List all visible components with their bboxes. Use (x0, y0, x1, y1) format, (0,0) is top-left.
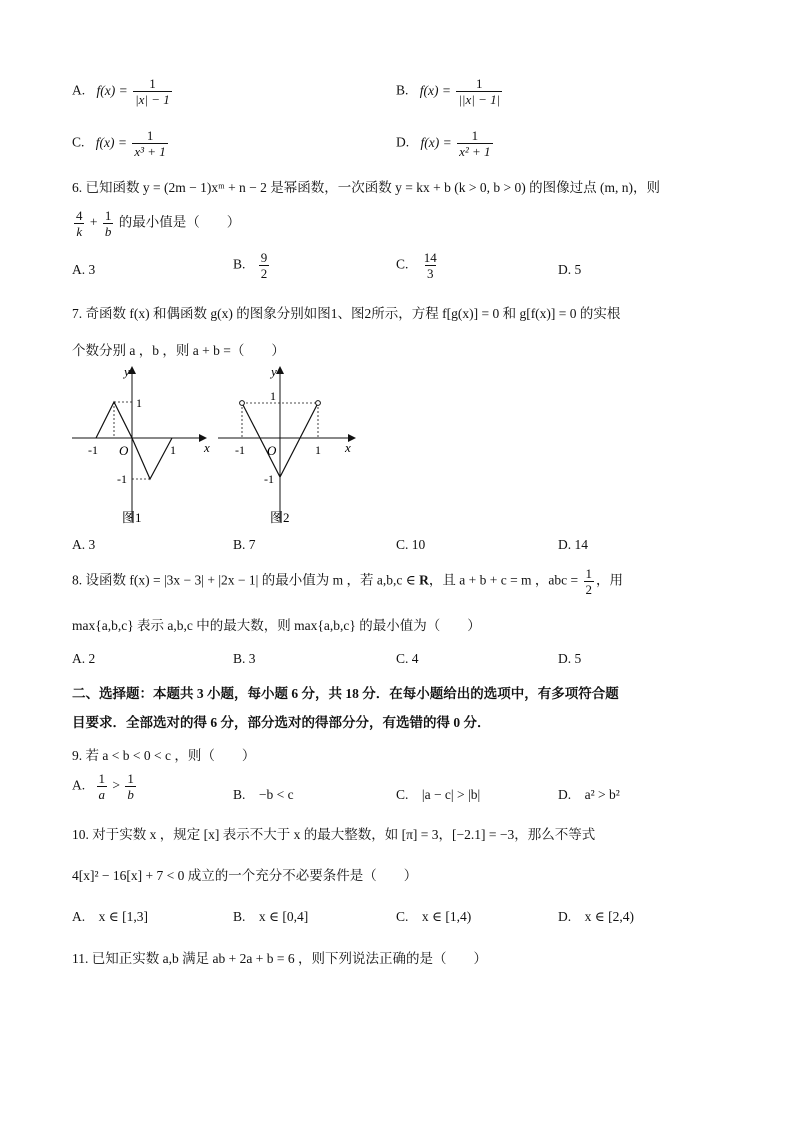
q7-stem-line1: 7. 奇函数 f(x) 和偶函数 g(x) 的图象分别如图1、图2所示，方程 f[g(x)] = 0 和 g[f(x)] = 0 的实根 (72, 306, 621, 321)
q6-stem-line1: 6. 已知函数 y = (2m − 1)xᵐ + n − 2 是幂函数，一次函数 y = kx + b (k > 0, b > 0) 的图像过点 (m, n)，则 (72, 180, 660, 195)
x-axis-label: x (204, 440, 210, 455)
tick-label-x1: 1 (170, 443, 176, 457)
fraction-4-over-k (74, 208, 85, 239)
stem-part: ，且 a + b + c = m ，abc = (428, 572, 579, 588)
tick-label-x-neg1: -1 (235, 443, 245, 457)
numerator: 1 (476, 76, 483, 91)
tick-label-x-neg1: -1 (88, 443, 98, 457)
function-lhs: f(x) = (420, 134, 452, 150)
fraction (422, 250, 439, 281)
figure-caption: 图1 (122, 510, 142, 525)
tick-label-y1: 1 (270, 389, 276, 403)
option-label: B. (233, 256, 246, 272)
fraction (259, 250, 270, 281)
denominator: k (76, 224, 83, 239)
stem-tail: 的最小值是（ ） (118, 214, 241, 230)
y-axis-label: y (124, 364, 130, 379)
tick-label-y-neg1: -1 (117, 472, 127, 486)
denominator: 2 (260, 266, 268, 281)
origin-label: O (267, 443, 277, 458)
denominator: b (104, 224, 112, 239)
q11-stem: 11. 已知正实数 a,b 满足 ab + 2a + b = 6 ，则下列说法正确的是（ ） (72, 951, 487, 966)
figure-caption: 图2 (270, 510, 290, 525)
fraction (457, 128, 492, 159)
fraction (132, 128, 167, 159)
y-axis-label: y (271, 364, 277, 379)
numerator: 1 (98, 771, 105, 786)
denominator: 3 (427, 266, 434, 281)
fraction-1-over-b (125, 771, 136, 802)
q9-option-c[interactable]: C. |a − c| > |b| (396, 787, 481, 802)
option-label: C. (396, 256, 409, 272)
q10-option-b[interactable]: B. x ∈ [0,4] (233, 909, 309, 924)
function-lhs: f(x) = (95, 134, 127, 150)
section-2-heading-line2: 目要求．全部选对的得 6 分，部分选对的得部分分，有选错的得 0 分． (72, 715, 491, 730)
q6-option-d[interactable]: D. 5 (558, 262, 582, 277)
q10-option-d[interactable]: D. x ∈ [2,4) (558, 909, 634, 924)
function-lhs: f(x) = (96, 82, 128, 98)
q6-option-a[interactable]: A. 3 (72, 262, 96, 277)
fraction (133, 76, 172, 107)
figure-2-even-function-graph (214, 362, 364, 527)
q10-stem-line1: 10. 对于实数 x ，规定 [x] 表示不大于 x 的最大整数，如 [π] = 3，[−2.1] = −3，那么不等式 (72, 827, 596, 842)
q7-option-a[interactable]: A. 3 (72, 537, 96, 552)
stem-part: ，用 (596, 572, 624, 588)
q5-option-d[interactable] (396, 128, 495, 159)
tick-label-y1: 1 (136, 396, 142, 410)
numerator: 1 (149, 76, 156, 91)
q7-option-c[interactable]: C. 10 (396, 537, 426, 552)
q6-option-c[interactable] (396, 250, 441, 281)
figure-1-odd-function-graph (70, 362, 215, 527)
q7-stem-line2: 个数分别 a ，b ，则 a + b =（ ） (72, 343, 285, 358)
q8-stem-line1 (72, 566, 623, 597)
q6-stem-line2 (72, 208, 240, 239)
denominator: 2 (585, 582, 593, 597)
open-endpoint-left (240, 401, 245, 406)
open-endpoint-right (316, 401, 321, 406)
q8-option-c[interactable]: C. 4 (396, 651, 419, 666)
q8-stem-line2: max{a,b,c} 表示 a,b,c 中的最大数，则 max{a,b,c} 的最小值为（ ） (72, 618, 481, 633)
stem-part: 8. 设函数 f(x) = |3x − 3| + |2x − 1| 的最小值为 m ，若 a,b,c ∈ (72, 572, 420, 588)
real-numbers-symbol: R (419, 572, 429, 588)
denominator: b (127, 787, 134, 802)
q7-option-d[interactable]: D. 14 (558, 537, 588, 552)
q8-option-b[interactable]: B. 3 (233, 651, 256, 666)
option-label: A. (72, 82, 86, 98)
denominator: ||x| − 1| (458, 92, 501, 107)
q10-option-a[interactable]: A. x ∈ [1,3] (72, 909, 148, 924)
fraction-1-over-b (103, 208, 114, 239)
q9-option-a[interactable] (72, 771, 138, 802)
fraction-1-over-a (97, 771, 108, 802)
plus-sign: + (89, 214, 98, 230)
function-curve (96, 402, 172, 479)
q9-stem: 9. 若 a < b < 0 < c ，则（ ） (72, 748, 256, 763)
q7-option-b[interactable]: B. 7 (233, 537, 256, 552)
q5-option-c[interactable] (72, 128, 170, 159)
q10-stem-line2: 4[x]² − 16[x] + 7 < 0 成立的一个充分不必要条件是（ ） (72, 868, 418, 883)
denominator: |x| − 1 (135, 92, 170, 107)
q8-option-d[interactable]: D. 5 (558, 651, 582, 666)
option-label: B. (396, 82, 409, 98)
option-label: D. (396, 134, 410, 150)
q9-option-d[interactable]: D. a² > b² (558, 787, 620, 802)
numerator: 1 (104, 208, 112, 223)
tick-label-y-neg1: -1 (264, 472, 274, 486)
q9-option-b[interactable]: B. −b < c (233, 787, 294, 802)
numerator: 1 (585, 566, 593, 581)
q6-option-b[interactable] (233, 250, 271, 281)
numerator: 4 (76, 208, 83, 223)
q5-option-b[interactable] (396, 76, 504, 107)
fraction-one-half (584, 566, 595, 597)
denominator: a (98, 787, 105, 802)
denominator: x² + 1 (459, 144, 491, 159)
function-lhs: f(x) = (419, 82, 451, 98)
numerator: 1 (127, 771, 134, 786)
numerator: 1 (471, 128, 479, 143)
origin-label: O (119, 443, 129, 458)
x-axis-label: x (345, 440, 351, 455)
tick-label-x1: 1 (315, 443, 321, 457)
numerator: 14 (423, 250, 437, 265)
greater-than-sign: > (112, 777, 120, 793)
fraction (456, 76, 502, 107)
q8-option-a[interactable]: A. 2 (72, 651, 96, 666)
denominator: x³ + 1 (134, 144, 166, 159)
section-2-heading-line1: 二、选择题：本题共 3 小题，每小题 6 分，共 18 分．在每小题给出的选项中，有多项符合题 (72, 686, 619, 701)
numerator: 1 (146, 128, 154, 143)
option-label: C. (72, 134, 85, 150)
q5-option-a[interactable] (72, 76, 174, 107)
option-label: A. (72, 777, 86, 793)
q10-option-c[interactable]: C. x ∈ [1,4) (396, 909, 472, 924)
numerator: 9 (260, 250, 268, 265)
